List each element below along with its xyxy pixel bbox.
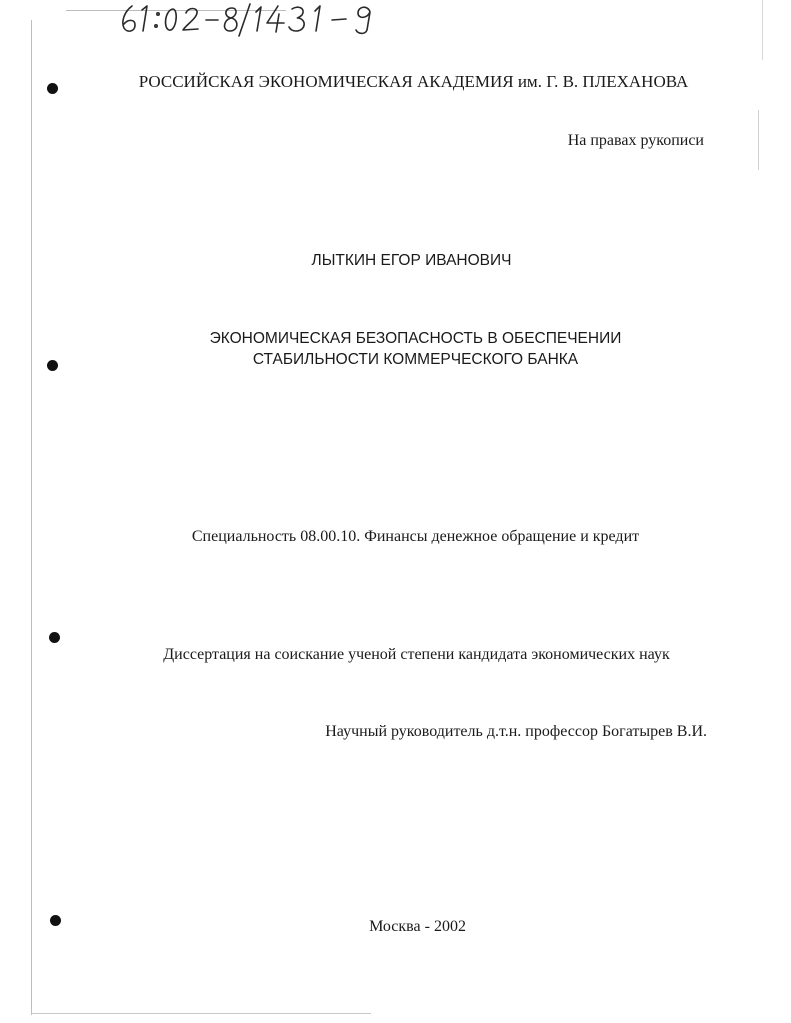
scan-edge-left	[31, 20, 32, 1015]
handwritten-catalog-number	[118, 0, 438, 38]
degree-statement: Диссертация на соискание ученой степени кандидата экономических наук	[163, 646, 670, 663]
supervisor-line: Научный руководитель д.т.н. профессор Богатырев В.И.	[325, 723, 707, 740]
scan-edge-right	[758, 110, 759, 170]
academy-name: РОССИЙСКАЯ ЭКОНОМИЧЕСКАЯ АКАДЕМИЯ им. Г. В. ПЛЕХАНОВА	[138, 72, 689, 91]
manuscript-note: На правах рукописи	[567, 132, 704, 149]
scan-edge-right-top	[762, 0, 763, 60]
scan-edge-bottom	[31, 1013, 371, 1014]
punch-hole-dot	[49, 632, 60, 643]
author-name: ЛЫТКИН ЕГОР ИВАНОВИЧ	[311, 252, 512, 269]
city-year: Москва - 2002	[369, 918, 466, 935]
dissertation-title-line-1: ЭКОНОМИЧЕСКАЯ БЕЗОПАСНОСТЬ В ОБЕСПЕЧЕНИИ	[209, 330, 622, 347]
dissertation-title-line-2: СТАБИЛЬНОСТИ КОММЕРЧЕСКОГО БАНКА	[252, 351, 579, 368]
specialty-line: Специальность 08.00.10. Финансы денежное обращение и кредит	[191, 528, 640, 545]
